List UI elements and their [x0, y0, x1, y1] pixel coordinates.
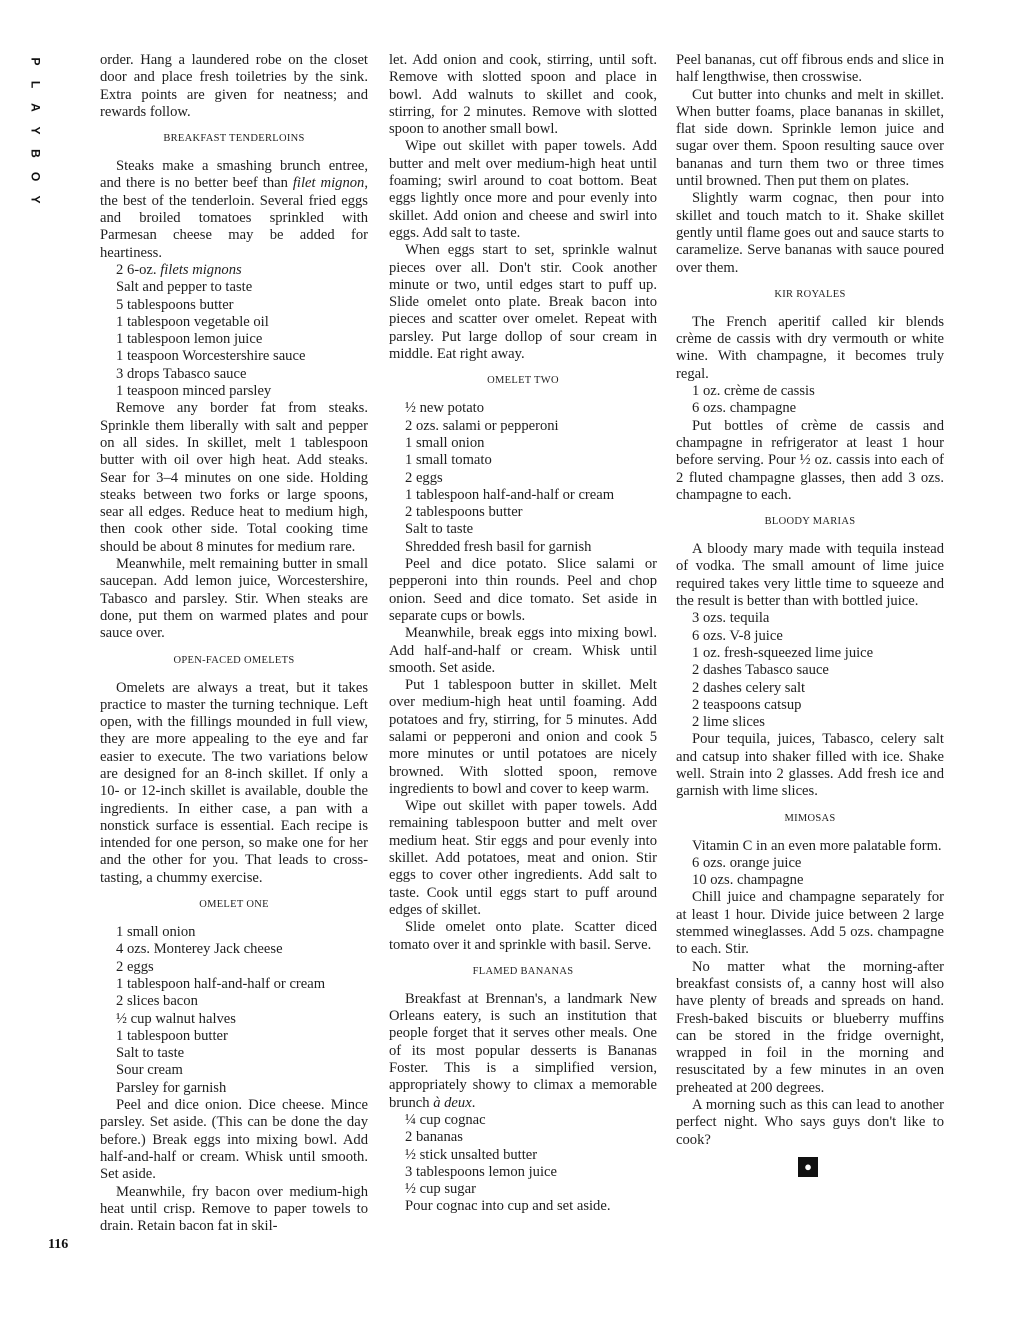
ingredient-line: 6 ozs. champagne: [692, 400, 797, 417]
paragraph: Wipe out skillet with paper towels. Add remaining tablespoon butter and melt over medium heat. Stir eggs and pour evenly into skillet. Add potatoes, meat and onion. Stir eggs to cover other ingredients. Add salt to taste. Cook until eggs start to puff around edges of skillet.: [389, 798, 657, 918]
paragraph: A morning such as this can lead to another perfect night. Who says guys don't like to cook?: [676, 1097, 944, 1148]
masthead-letter: A: [28, 103, 43, 112]
ingredient-line: Parsley for garnish: [116, 1079, 227, 1096]
recipe-heading: KIR ROYALES: [774, 288, 846, 300]
ingredient-line: 6 ozs. orange juice: [692, 854, 802, 871]
ingredient-line: 1 oz. crème de cassis: [692, 383, 815, 400]
paragraph: Remove any border fat from steaks. Sprinkle them liberally with salt and pepper on all sides. In skillet, melt 1 tablespoon butter with oil over high heat. Add steaks. Sear for 3–4 minutes on one side. Holding steaks between two forks or large spoons, sear all edges. Reduce heat to medium high, then cook other side. Total cooking time should be about 8 minutes for medium rare.: [100, 400, 368, 555]
ingredient-line: Salt to taste: [405, 521, 474, 538]
masthead-letter: Y: [28, 195, 43, 204]
ingredient-line: 2 tablespoons butter: [405, 504, 523, 521]
paragraph: Peel bananas, cut off fibrous ends and slice in half lengthwise, then crosswise.: [676, 52, 944, 86]
paragraph: Pour tequila, juices, Tabasco, celery salt and catsup into shaker filled with ice. Shake well. Strain into 2 glasses. Add fresh ice and garnish with lime slices.: [676, 731, 944, 800]
ingredient-line: 3 tablespoons lemon juice: [405, 1163, 557, 1180]
ingredient-line: 1 teaspoon Worcestershire sauce: [116, 348, 306, 365]
paragraph: Cut butter into chunks and melt in skillet. When butter foams, place bananas in skillet, flat side down. Sprinkle lemon juice and sugar over them. Spoon resulting sauce over bananas and turn them two or three times until browned. Then put them on plates.: [676, 86, 944, 190]
ingredient-line: 2 teaspoons catsup: [692, 696, 802, 713]
ingredient-line: 3 ozs. tequila: [692, 610, 770, 627]
masthead-letter: P: [28, 57, 43, 66]
paragraph: Meanwhile, fry bacon over medium-high heat until crisp. Remove to paper towels to drain. Retain bacon fat in skil-: [100, 1183, 368, 1235]
text-column-2: [389, 52, 657, 1216]
recipe-heading: OPEN-FACED OMELETS: [173, 654, 295, 666]
recipe-heading: MIMOSAS: [784, 812, 836, 824]
ingredient-line: 2 dashes celery salt: [692, 679, 806, 696]
masthead-letter: B: [28, 149, 43, 158]
ingredient-line: 2 6-oz. filets mignons: [116, 261, 242, 278]
paragraph: When eggs start to set, sprinkle walnut pieces over all. Don't stir. Cook another minute or two, until edges start to puff up. Slide omelet onto plate. Break bacon into pieces and scatter over omelet. Repeat with parsley. Put large dollop of sour cream in middle. Eat right away.: [389, 242, 657, 363]
ingredient-line: Sour cream: [116, 1062, 183, 1079]
paragraph: order. Hang a laundered robe on the closet door and place fresh toiletries by the sink. Extra points are given for neatness; and rewards follow.: [100, 52, 368, 120]
recipe-heading: BREAKFAST TENDERLOINS: [163, 133, 305, 145]
paragraph: Breakfast at Brennan's, a landmark New Orleans eatery, is such an institution that people forget that it serves other meals. One of its most popular desserts is Bananas Foster. This is a simplified version, appropriately showy to climax a memorable brunch à deux.: [389, 990, 657, 1111]
ingredient-line: 2 eggs: [116, 958, 154, 975]
paragraph: Peel and dice onion. Dice cheese. Mince parsley. Set aside. (This can be done the day before.) Break eggs into mixing bowl. Add half-and-half or cream. Whisk until smooth. Set aside.: [100, 1097, 368, 1183]
ingredient-line: 1 small tomato: [405, 452, 492, 469]
paragraph: Put 1 tablespoon butter in skillet. Melt over medium-high heat until foaming. Add potatoes and fry, stirring, for 5 minutes. Add salami or pepperoni and onion and cook 5 more minutes or until potatoes are nicely browned. With slotted spoon, remove ingredients to bowl and cover to keep warm.: [389, 677, 657, 797]
ingredient-line: 10 ozs. champagne: [692, 872, 804, 889]
ingredient-line: 1 oz. fresh-squeezed lime juice: [692, 644, 874, 661]
ingredient-line: 1 tablespoon lemon juice: [116, 331, 263, 348]
ingredient-line: 1 tablespoon vegetable oil: [116, 313, 269, 330]
masthead-letter: Y: [28, 126, 43, 135]
ingredient-line: ½ cup walnut halves: [116, 1010, 236, 1027]
ingredient-line: 1 tablespoon half-and-half or cream: [116, 975, 326, 992]
paragraph: Meanwhile, melt remaining butter in small saucepan. Add lemon juice, Worcestershire, Tabasco and parsley. Stir. When steaks are done, put them on warmed plates and pour sauce over.: [100, 556, 368, 642]
paragraph: Vitamin C in an even more palatable form.: [692, 837, 942, 854]
ingredient-line: 2 slices bacon: [116, 993, 198, 1010]
ingredient-line: 2 ozs. salami or pepperoni: [405, 417, 559, 434]
magazine-masthead: [28, 50, 42, 211]
ingredient-line: 6 ozs. V-8 juice: [692, 627, 783, 644]
ingredient-line: ½ cup sugar: [405, 1181, 476, 1198]
ingredient-line: Pour cognac into cup and set aside.: [405, 1198, 611, 1215]
ingredient-line: ½ stick unsalted butter: [405, 1146, 538, 1163]
ingredient-line: 1 small onion: [116, 924, 196, 941]
masthead-letter: O: [28, 171, 43, 182]
paragraph: Omelets are always a treat, but it takes practice to master the turning technique. Left open, with the fillings mounded in full view, they are more appealing to the eye and far easier to execute. The two variations below are designed for an 8-inch skillet. If only a 10- or 12-inch skillet is available, double the ingredients. In either case, a pan with a nonstick surface is essential. Each recipe is intended for one person, so make one for her and the other for you. That leads to cross-tasting, a chummy exercise.: [100, 679, 368, 886]
ingredient-line: Salt and pepper to taste: [116, 279, 253, 296]
masthead-letter: L: [28, 80, 43, 89]
recipe-heading: OMELET TWO: [487, 375, 559, 387]
paragraph: Wipe out skillet with paper towels. Add butter and melt over medium-high heat until foaming; swirl around to coat bottom. Beat eggs lightly once more and pour evenly into skillet. Add onion and cheese and swirl into eggs. Add salt to taste.: [389, 138, 657, 241]
paragraph: No matter what the morning-after breakfast consists of, a canny host will also have plenty of breads and spreads on hand. Fresh-baked biscuits or blueberry muffins can be stored in the fridge overnight, wrapped in foil in the morning and resuscitated by a few minutes in an oven preheated at 200 degrees.: [676, 958, 944, 1096]
text-column-3: [676, 52, 944, 1177]
ingredient-line: ¼ cup cognac: [405, 1111, 486, 1128]
paragraph: Peel and dice potato. Slice salami or pepperoni into thin rounds. Peel and chop onion. Seed and dice tomato. Set aside in separate cups or bowls.: [389, 556, 657, 624]
ingredient-line: ½ new potato: [405, 400, 485, 417]
paragraph: let. Add onion and cook, stirring, until soft. Remove with slotted spoon and place in bowl. Add walnuts to skillet and cook, stirring, for 2 minutes. Remove with slotted spoon to another small bowl.: [389, 52, 657, 138]
text-column-1: [100, 52, 368, 1235]
ingredient-line: 2 dashes Tabasco sauce: [692, 662, 829, 679]
ingredient-line: 1 tablespoon half-and-half or cream: [405, 486, 615, 503]
ingredient-line: 1 teaspoon minced parsley: [116, 383, 272, 400]
ingredient-line: 1 tablespoon butter: [116, 1027, 228, 1044]
ingredient-line: 2 lime slices: [692, 714, 765, 731]
ingredient-line: 1 small onion: [405, 434, 485, 451]
recipe-heading: OMELET ONE: [199, 899, 269, 911]
paragraph: Slightly warm cognac, then pour into skillet and touch match to it. Shake skillet gently until flame goes out and sauce starts to caramelize. Serve bananas with sauce poured over them.: [676, 190, 944, 276]
paragraph: Meanwhile, break eggs into mixing bowl. Add half-and-half or cream. Whisk until smooth. Set aside.: [389, 625, 657, 676]
ingredient-line: 2 bananas: [405, 1129, 463, 1146]
paragraph: Chill juice and champagne separately for at least 1 hour. Divide juice between 2 large stemmed wineglasses. Add 5 ozs. champagne to each. Stir.: [676, 889, 944, 958]
ingredient-line: 3 drops Tabasco sauce: [116, 365, 247, 382]
ingredient-line: Salt to taste: [116, 1045, 185, 1062]
recipe-heading: BLOODY MARIAS: [764, 516, 856, 528]
paragraph: The French aperitif called kir blends crème de cassis with dry vermouth or white wine. With champagne, it becomes truly regal.: [676, 313, 944, 382]
paragraph: Slide omelet onto plate. Scatter diced tomato over it and sprinkle with basil. Serve.: [389, 919, 657, 953]
page-number: 116: [48, 1237, 69, 1252]
paragraph: Put bottles of crème de cassis and champagne in refrigerator at least 1 hour before serving. Pour ½ oz. cassis into each of 2 fluted champagne glasses, then add 3 ozs. champagne to each.: [676, 417, 944, 503]
recipe-heading: FLAMED BANANAS: [472, 965, 574, 977]
ingredient-line: Shredded fresh basil for garnish: [405, 538, 592, 555]
ingredient-line: 2 eggs: [405, 469, 443, 486]
paragraph: A bloody mary made with tequila instead of vodka. The small amount of lime juice required takes very little time to squeeze and the result is better than with bottled juice.: [676, 541, 944, 610]
ingredient-line: 5 tablespoons butter: [116, 296, 234, 313]
paragraph: Steaks make a smashing brunch entree, and there is no better beef than filet mignon, the best of the tenderloin. Several fried eggs and broiled tomatoes sprinkled with Parmesan cheese may be added for heartiness.: [100, 158, 368, 261]
end-mark-icon: ●: [798, 1157, 818, 1177]
ingredient-line: 4 ozs. Monterey Jack cheese: [116, 941, 283, 958]
